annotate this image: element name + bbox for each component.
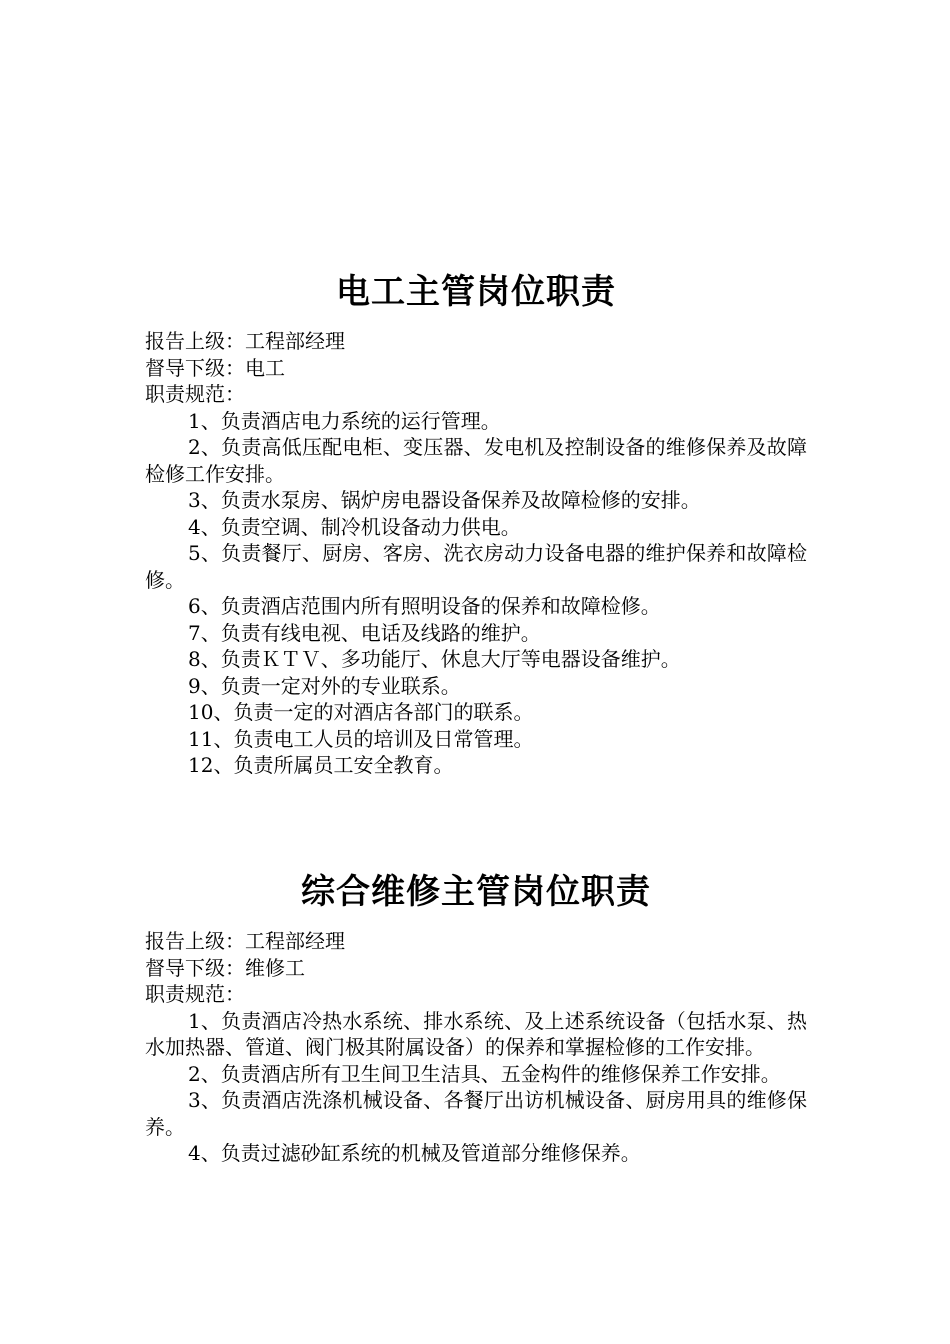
duty-item: 9、负责一定对外的专业联系。 [188,673,461,698]
duty-item: 1、负责酒店电力系统的运行管理。 [188,408,501,433]
duty-list [145,1008,807,1167]
duty-item: 7、负责有线电视、电话及线路的维护。 [188,620,541,645]
duty-list [145,408,807,779]
duty-item: 6、负责酒店范围内所有照明设备的保养和故障检修。 [188,594,661,618]
duty-item: 10、负责一定的对酒店各部门的联系。 [188,700,534,724]
section-maintenance-supervisor [145,868,807,1167]
supervise-line: 督导下级：维修工 [145,955,305,980]
duty-item: 4、负责空调、制冷机设备动力供电。 [188,514,521,539]
duty-item: 2、负责酒店所有卫生间卫生洁具、五金构件的维修保养工作安排。 [188,1061,781,1086]
section-title: 综合维修主管岗位职责 [301,872,651,912]
duty-item: 5、负责餐厅、厨房、客房、洗衣房动力设备电器的维护保养和故障检修。 [145,541,807,592]
duty-item: 8、负责ＫＴＶ、多功能厅、休息大厅等电器设备维护。 [188,647,681,671]
duty-item: 3、负责水泵房、锅炉房电器设备保养及故障检修的安排。 [188,488,701,512]
report-to-line: 报告上级：工程部经理 [145,929,345,953]
duty-item: 11、负责电工人员的培训及日常管理。 [188,726,534,751]
duty-item: 2、负责高低压配电柜、变压器、发电机及控制设备的维修保养及故障检修工作安排。 [145,435,807,486]
section-title: 电工主管岗位职责 [336,272,616,312]
supervise-line: 督导下级：电工 [145,355,285,380]
duty-item: 3、负责酒店洗涤机械设备、各餐厅出访机械设备、厨房用具的维修保养。 [145,1088,807,1139]
section-electrician-supervisor [145,268,807,779]
duties-label: 职责规范： [145,382,245,406]
report-to-line: 报告上级：工程部经理 [145,329,345,353]
duty-item: 12、负责所属员工安全教育。 [188,753,454,777]
duties-label: 职责规范： [145,982,245,1006]
duty-item: 4、负责过滤砂缸系统的机械及管道部分维修保养。 [188,1141,641,1165]
duty-item: 1、负责酒店冷热水系统、排水系统、及上述系统设备（包括水泵、热水加热器、管道、阀门极其附属设备）的保养和掌握检修的工作安排。 [145,1008,807,1059]
